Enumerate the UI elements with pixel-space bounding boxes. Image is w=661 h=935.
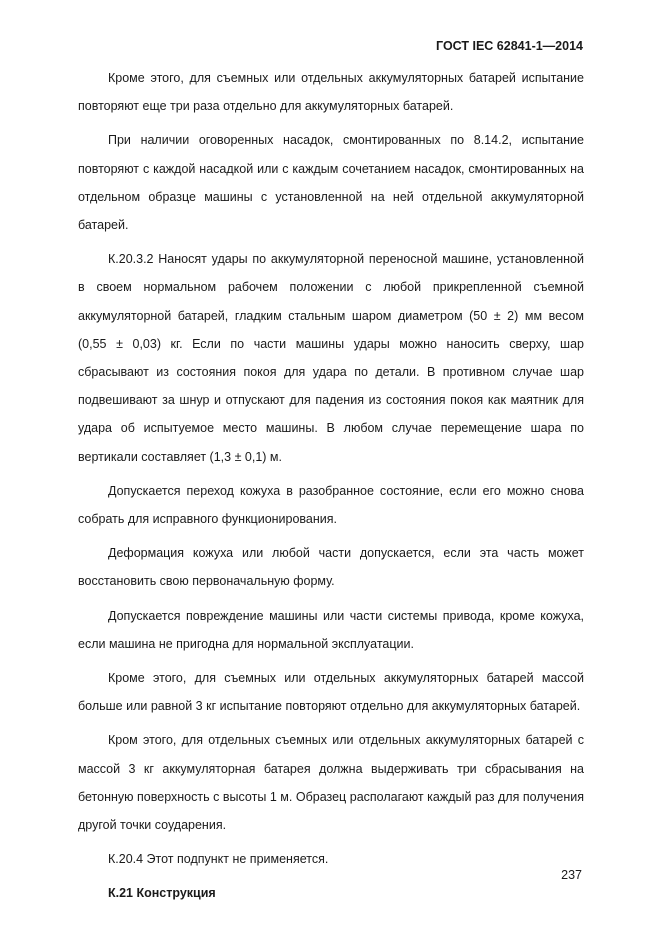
paragraph: Кром этого, для отдельных съемных или отдельных аккумуляторных батарей с массой 3 кг аккумуляторная батарея должна выдерживать три сбрасывания на бетонную поверхность с высоты 1 м. Образец располагают каждый раз для получения другой точки соударения. <box>78 733 584 833</box>
document-header: ГОСТ IEC 62841-1—2014 <box>436 39 583 53</box>
paragraph: Деформация кожуха или любой части допускается, если эта часть может восстановить свою первоначальную форму. <box>78 546 584 589</box>
paragraph: К.20.4 Этот подпункт не применяется. <box>108 852 329 867</box>
paragraph: Кроме этого, для съемных или отдельных аккумуляторных батарей испытание повторяют еще три раза отдельно для аккумуляторных батарей. <box>78 71 584 114</box>
paragraph: Кроме этого, для съемных или отдельных аккумуляторных батарей массой больше или равной 3 кг испытание повторяют отдельно для аккумуляторных батарей. <box>78 671 584 714</box>
page-body <box>78 64 584 914</box>
page-number: 237 <box>561 868 582 882</box>
paragraph: При наличии оговоренных насадок, смонтированных по 8.14.2, испытание повторяют с каждой насадкой или с каждым сочетанием насадок, смонтированных на отдельном образце машины с установленной на ней отдельной аккумуляторной батарей. <box>78 133 584 233</box>
paragraph: Допускается повреждение машины или части системы привода, кроме кожуха, если машина не пригодна для нормальной эксплуатации. <box>78 608 584 651</box>
paragraph: К.20.3.2 Наносят удары по аккумуляторной переносной машине, установленной в своем нормальном рабочем положении с любой прикрепленной съемной аккумуляторной батарей, гладким стальным шаром диаметром (50 ± 2) мм весом (0,55 ± 0,03) кг. Если по части машины удары можно наносить сверху, шар сбрасывают из состояния покоя для удара по детали. В противном случае шар подвешивают за шнур и отпускают для падения из состояния покоя как маятник для удара об испытуемое место машины. В любом случае перемещение шара по вертикали составляет (1,3 ± 0,1) м. <box>78 252 584 464</box>
paragraph: Допускается переход кожуха в разобранное состояние, если его можно снова собрать для исправного функционирования. <box>78 483 584 527</box>
section-heading: К.21 Конструкция <box>108 886 216 901</box>
